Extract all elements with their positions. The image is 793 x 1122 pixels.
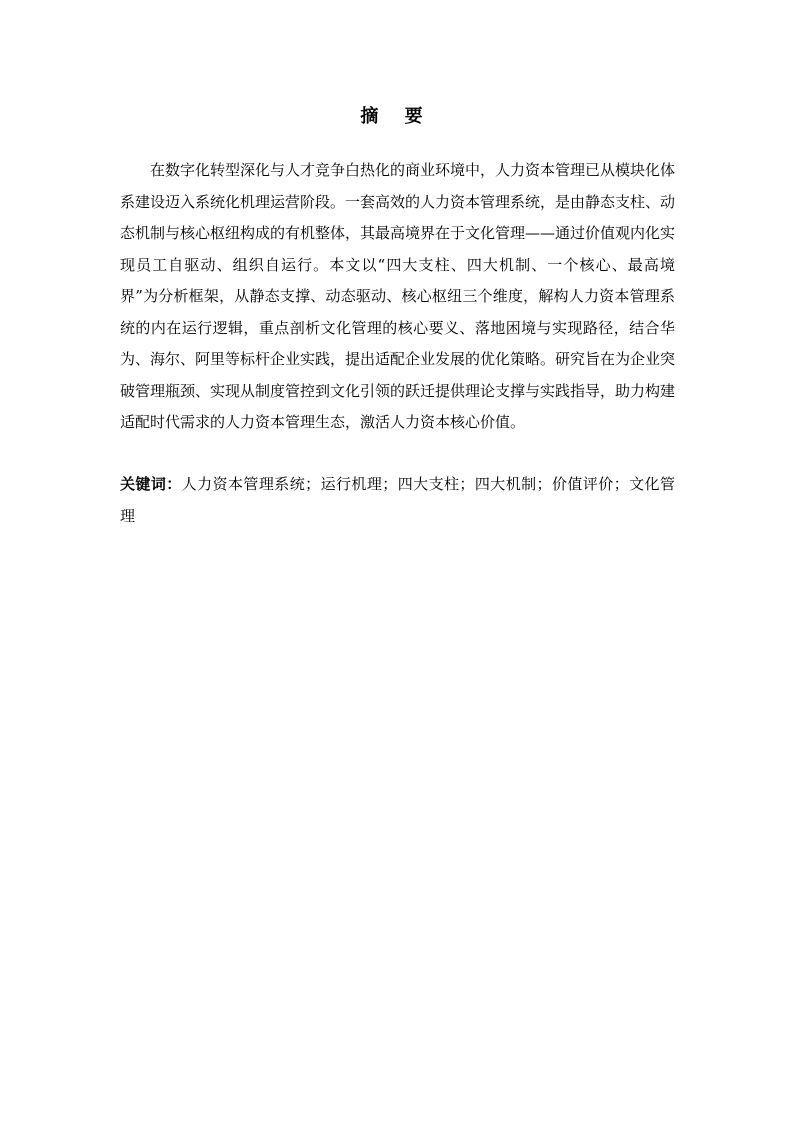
keywords-label: 关键词： — [120, 475, 182, 493]
abstract-title: 摘 要 — [360, 106, 433, 127]
abstract-body: 在数字化转型深化与人才竞争白热化的商业环境中，人力资本管理已从模块化体系建设迈入系统化机理运营阶段。一套高效的人力资本管理系统，是由静态支柱、动态机制与核心枢纽构成的有机整体，其最高境界在于文化管理——通过价值观内化实现员工自驱动、组织自运行。本文以“四大支柱、四大机制、一个核心、最高境界”为分析框架，从静态支撑、动态驱动、核心枢纽三个维度，解构人力资本管理系统的内在运行逻辑，重点剖析文化管理的核心要义、落地困境与实现路径，结合华为、海尔、阿里等标杆企业实践，提出适配企业发展的优化策略。研究旨在为企业突破管理瓶颈、实现从制度管控到文化引领的跃迁提供理论支撑与实践指导，助力构建适配时代需求的人力资本管理生态，激活人力资本核心价值。 — [120, 161, 676, 431]
keywords-text: 人力资本管理系统；运行机理；四大支柱；四大机制；价值评价；文化管理 — [120, 475, 675, 525]
keywords-line — [120, 469, 675, 532]
